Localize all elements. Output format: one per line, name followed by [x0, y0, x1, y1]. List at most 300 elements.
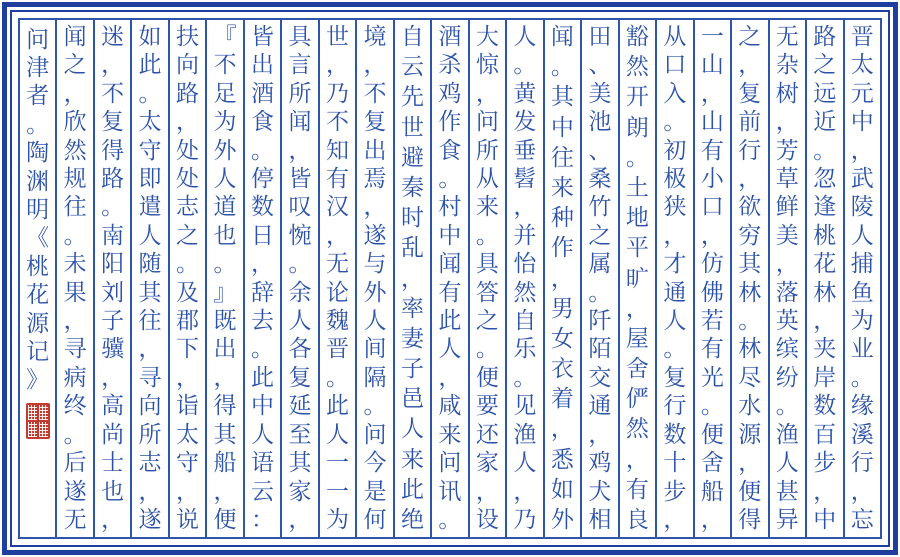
character: 人	[513, 24, 537, 49]
character: 其	[213, 421, 237, 447]
character: ，	[213, 364, 237, 390]
character: 鱼	[850, 279, 874, 305]
character: 中	[550, 114, 574, 140]
character: 从	[475, 166, 499, 192]
character: 有	[438, 279, 462, 305]
character: 其	[138, 279, 162, 305]
character: 延	[288, 393, 312, 419]
character: 也	[213, 222, 237, 248]
character: 惋	[288, 222, 312, 248]
character: 不	[101, 80, 125, 106]
character: 乃	[325, 80, 349, 106]
character: 秦	[400, 174, 424, 200]
character: 入	[663, 80, 687, 106]
character: 一	[700, 24, 724, 49]
character: 船	[700, 478, 724, 504]
character: 寻	[138, 364, 162, 390]
character: 田	[588, 24, 612, 49]
character: 。	[26, 111, 50, 137]
character: 终	[63, 393, 87, 419]
character: 步	[813, 450, 837, 476]
character: 家	[475, 450, 499, 476]
character: 交	[588, 364, 612, 390]
character: 属	[588, 251, 612, 277]
character: 。	[550, 54, 574, 80]
character: 。	[775, 393, 799, 419]
character: ，	[700, 222, 724, 248]
character: 。	[63, 222, 87, 248]
character: ，	[475, 478, 499, 504]
character: 缘	[850, 393, 874, 419]
character: 芳	[775, 137, 799, 163]
character: ，	[363, 52, 387, 78]
text-grid	[18, 18, 882, 539]
character: ，	[176, 478, 200, 504]
character: 得	[213, 393, 237, 419]
character: 山	[700, 52, 724, 78]
seal-carving-cell	[28, 405, 37, 420]
character: 闻	[550, 24, 574, 49]
character: 悉	[550, 446, 574, 472]
character: 桃	[26, 253, 50, 279]
character: 各	[288, 336, 312, 362]
character: 停	[251, 166, 274, 192]
character: 人	[251, 421, 274, 447]
character: 答	[475, 279, 499, 305]
character: 草	[775, 166, 799, 192]
character: 之	[475, 308, 499, 334]
character: 扶	[176, 24, 200, 49]
text-column	[207, 20, 244, 537]
character: 无	[325, 251, 349, 277]
character: ，	[288, 506, 312, 532]
character: 《	[26, 225, 50, 251]
character: 人	[213, 166, 237, 192]
character: 开	[625, 84, 649, 110]
character: 口	[663, 52, 687, 78]
character: 晋	[850, 24, 874, 49]
character: 。	[663, 336, 687, 362]
character: 士	[101, 450, 125, 476]
character: 焉	[363, 166, 387, 192]
character: 。	[63, 421, 87, 447]
character: 行	[738, 137, 762, 163]
character: 守	[176, 450, 200, 476]
character: 讯	[438, 478, 462, 504]
character: 桃	[813, 222, 837, 248]
character: 日	[251, 222, 274, 248]
character: 光	[700, 364, 724, 390]
character: 池	[588, 109, 612, 135]
character: 朗	[625, 114, 649, 140]
text-column	[320, 20, 357, 537]
character: 辞	[251, 279, 274, 305]
character: 一	[325, 450, 349, 476]
character: 平	[625, 235, 649, 261]
character: 口	[700, 194, 724, 220]
character: 岸	[813, 364, 837, 390]
character: 近	[813, 109, 837, 135]
character: 土	[625, 174, 649, 200]
character: 外	[363, 279, 387, 305]
character: 阡	[588, 308, 612, 334]
character: 来	[438, 421, 462, 447]
character: 子	[101, 308, 125, 334]
character: 发	[513, 109, 537, 135]
character: 复	[101, 109, 125, 135]
title-author-column	[20, 20, 57, 537]
character: 如	[550, 476, 574, 502]
character: 如	[138, 24, 162, 49]
character: 陵	[850, 194, 874, 220]
character: 陌	[588, 336, 612, 362]
character: 志	[138, 450, 162, 476]
character: 家	[288, 478, 312, 504]
character: 此	[138, 52, 162, 78]
character: ，	[663, 506, 687, 532]
character: 甚	[775, 478, 799, 504]
character: 并	[513, 222, 537, 248]
character: 。	[513, 52, 537, 78]
character: 落	[775, 279, 799, 305]
character: 汉	[325, 194, 349, 220]
character: 源	[738, 421, 762, 447]
text-column	[507, 20, 544, 537]
character: 前	[738, 109, 762, 135]
character: 欣	[63, 109, 87, 135]
character: 。	[101, 194, 125, 220]
character: 夹	[813, 336, 837, 362]
character: 问	[475, 109, 499, 135]
character: 人	[325, 421, 349, 447]
character: ，	[625, 446, 649, 472]
character: 记	[26, 338, 50, 364]
character: 便	[738, 478, 762, 504]
character: 人	[363, 308, 387, 334]
character: 然	[513, 279, 537, 305]
character: 之	[588, 222, 612, 248]
character: 纷	[775, 364, 799, 390]
character: 余	[288, 279, 312, 305]
character: 山	[700, 109, 724, 135]
character: 渊	[26, 168, 50, 194]
character: 皆	[288, 166, 312, 192]
character: 初	[663, 137, 687, 163]
character: 遣	[138, 194, 162, 220]
character: 阳	[101, 251, 125, 277]
character: 人	[438, 336, 462, 362]
character: 守	[138, 137, 162, 163]
character: ，	[176, 109, 200, 135]
character: 足	[213, 80, 237, 106]
character: 也	[101, 478, 125, 504]
character: 复	[363, 109, 387, 135]
character: 其	[550, 84, 574, 110]
character: 数	[813, 393, 837, 419]
character: ，	[775, 109, 799, 135]
character: 之	[176, 222, 200, 248]
character: 缤	[775, 336, 799, 362]
character: 旷	[625, 265, 649, 291]
character: 。	[475, 222, 499, 248]
character: 。	[138, 80, 162, 106]
character: ，	[213, 478, 237, 504]
character: 舍	[625, 356, 649, 382]
character: 。	[663, 109, 687, 135]
character: 所	[138, 421, 162, 447]
character: 人	[400, 416, 424, 442]
character: 骥	[101, 336, 125, 362]
character: 酒	[251, 80, 274, 106]
character: 之	[738, 24, 762, 49]
character: 自	[513, 308, 537, 334]
character: 闻	[288, 109, 312, 135]
character: 随	[138, 251, 162, 277]
character: 遂	[63, 478, 87, 504]
character: 言	[288, 52, 312, 78]
character: 太	[138, 109, 162, 135]
character: 便	[700, 421, 724, 447]
character: 闻	[63, 24, 87, 49]
character: 说	[176, 506, 200, 532]
character: 之	[813, 52, 837, 78]
character: 。	[813, 137, 837, 163]
character: 语	[251, 450, 274, 476]
character: 舍	[700, 450, 724, 476]
character: 世	[400, 114, 424, 140]
character: 惊	[475, 52, 499, 78]
character: 复	[738, 80, 762, 106]
character: 复	[663, 364, 687, 390]
character: 忘	[850, 506, 874, 532]
character: 。	[176, 251, 200, 277]
character: 未	[63, 251, 87, 277]
character: 。	[850, 364, 874, 390]
character: 中	[813, 506, 837, 532]
character: 、	[588, 137, 612, 163]
character: ，	[325, 222, 349, 248]
character: 。	[213, 251, 237, 277]
character: 处	[176, 166, 200, 192]
character: 病	[63, 364, 87, 390]
character: 食	[438, 137, 462, 163]
character: 此	[251, 364, 274, 390]
character: ，	[550, 265, 574, 291]
character: 林	[738, 279, 762, 305]
character: 相	[588, 506, 612, 532]
character: 此	[325, 393, 349, 419]
text-column	[282, 20, 319, 537]
character: 志	[176, 194, 200, 220]
character: 异	[775, 506, 799, 532]
character: 。	[625, 144, 649, 170]
character: 业	[850, 336, 874, 362]
character: ，	[176, 364, 200, 390]
character: 美	[775, 222, 799, 248]
character: ，	[850, 137, 874, 163]
character: 。	[325, 364, 349, 390]
character: ，	[738, 52, 762, 78]
character: ，	[325, 52, 349, 78]
character: 》	[26, 367, 50, 393]
character: 南	[101, 222, 125, 248]
character: ，	[101, 52, 125, 78]
character: 地	[625, 205, 649, 231]
character: 鲜	[775, 194, 799, 220]
character: 便	[213, 506, 237, 532]
character: 规	[63, 166, 87, 192]
character: 外	[550, 507, 574, 532]
character: 髫	[513, 166, 537, 192]
character: 便	[475, 364, 499, 390]
character: 欲	[738, 194, 762, 220]
character: 鸡	[588, 450, 612, 476]
character: 作	[438, 109, 462, 135]
character: 尚	[101, 421, 125, 447]
character: 知	[325, 137, 349, 163]
text-column	[470, 20, 507, 537]
character: 所	[475, 137, 499, 163]
character: 今	[363, 450, 387, 476]
character: 尽	[738, 364, 762, 390]
character: 树	[775, 80, 799, 106]
character: 。	[738, 308, 762, 334]
character: 出	[363, 137, 387, 163]
character: 。	[700, 393, 724, 419]
character: ，	[738, 166, 762, 192]
character: 中	[251, 393, 274, 419]
character: 之	[63, 52, 87, 78]
character: 路	[176, 80, 200, 106]
character: 佛	[700, 279, 724, 305]
character: 往	[550, 144, 574, 170]
character: 道	[213, 194, 237, 220]
character: 其	[288, 450, 312, 476]
character: 云	[251, 478, 274, 504]
character: 才	[663, 251, 687, 277]
character: 邑	[400, 386, 424, 412]
character: 无	[63, 506, 87, 532]
character: 美	[588, 80, 612, 106]
character: 人	[513, 450, 537, 476]
character: 时	[400, 205, 424, 231]
character: 。	[363, 393, 387, 419]
character: ，	[63, 308, 87, 334]
character: 问	[438, 450, 462, 476]
outer-frame-border	[2, 2, 898, 555]
character: 迷	[101, 24, 125, 49]
character: 遂	[363, 222, 387, 248]
character: 出	[251, 52, 274, 78]
character: ，	[101, 364, 125, 390]
character: 人	[850, 222, 874, 248]
character: 无	[775, 24, 799, 49]
character: 处	[176, 137, 200, 163]
character: 来	[550, 174, 574, 200]
character: 。	[288, 251, 312, 277]
character: 去	[251, 308, 274, 334]
seal-carving-cell	[39, 405, 48, 420]
character: 逢	[813, 194, 837, 220]
character: ，	[513, 478, 537, 504]
character: 十	[663, 450, 687, 476]
character: ，	[101, 506, 125, 532]
character: ，	[63, 80, 87, 106]
character: 男	[550, 295, 574, 321]
character: 若	[700, 308, 724, 334]
character: 既	[213, 308, 237, 334]
character: 向	[176, 52, 200, 78]
character: 一	[325, 478, 349, 504]
character: 得	[101, 137, 125, 163]
character: 穷	[738, 222, 762, 248]
character: 。	[251, 137, 274, 163]
character: 人	[775, 450, 799, 476]
character: 酒	[438, 24, 462, 49]
character: 问	[26, 26, 50, 52]
character: 为	[213, 109, 237, 135]
character: 种	[550, 205, 574, 231]
character: 有	[325, 166, 349, 192]
character: 衣	[550, 356, 574, 382]
character: 中	[850, 109, 874, 135]
character: 率	[400, 295, 424, 321]
character: 豁	[625, 24, 649, 49]
character: 水	[738, 393, 762, 419]
character: ，	[813, 308, 837, 334]
text-column	[807, 20, 844, 537]
text-column	[695, 20, 732, 537]
character: ，	[700, 506, 724, 532]
character: 杀	[438, 52, 462, 78]
character: 至	[288, 421, 312, 447]
character: 还	[475, 421, 499, 447]
character: 何	[363, 506, 387, 532]
character: 狭	[663, 194, 687, 220]
character: 要	[475, 393, 499, 419]
character: ：	[251, 506, 274, 532]
character: 通	[588, 393, 612, 419]
character: 。	[475, 336, 499, 362]
character: 黄	[513, 80, 537, 106]
character: 晋	[325, 336, 349, 362]
character: 行	[663, 393, 687, 419]
character: 着	[550, 386, 574, 412]
character: ，	[513, 194, 537, 220]
character: 此	[438, 308, 462, 334]
character: 见	[513, 393, 537, 419]
character: 女	[550, 325, 574, 351]
character: 然	[63, 137, 87, 163]
character: 设	[475, 506, 499, 532]
character: 遂	[138, 506, 162, 532]
character: 食	[251, 109, 274, 135]
character: 垂	[513, 137, 537, 163]
character: ，	[400, 265, 424, 291]
character: 绝	[400, 507, 424, 532]
character: 出	[213, 336, 237, 362]
character: ，	[475, 80, 499, 106]
character: 杂	[775, 52, 799, 78]
character: 人	[138, 222, 162, 248]
character: 路	[101, 166, 125, 192]
character: ，	[775, 251, 799, 277]
character: ，	[813, 478, 837, 504]
character: 船	[213, 450, 237, 476]
character: 外	[213, 137, 237, 163]
character: 与	[363, 251, 387, 277]
character: 得	[738, 506, 762, 532]
